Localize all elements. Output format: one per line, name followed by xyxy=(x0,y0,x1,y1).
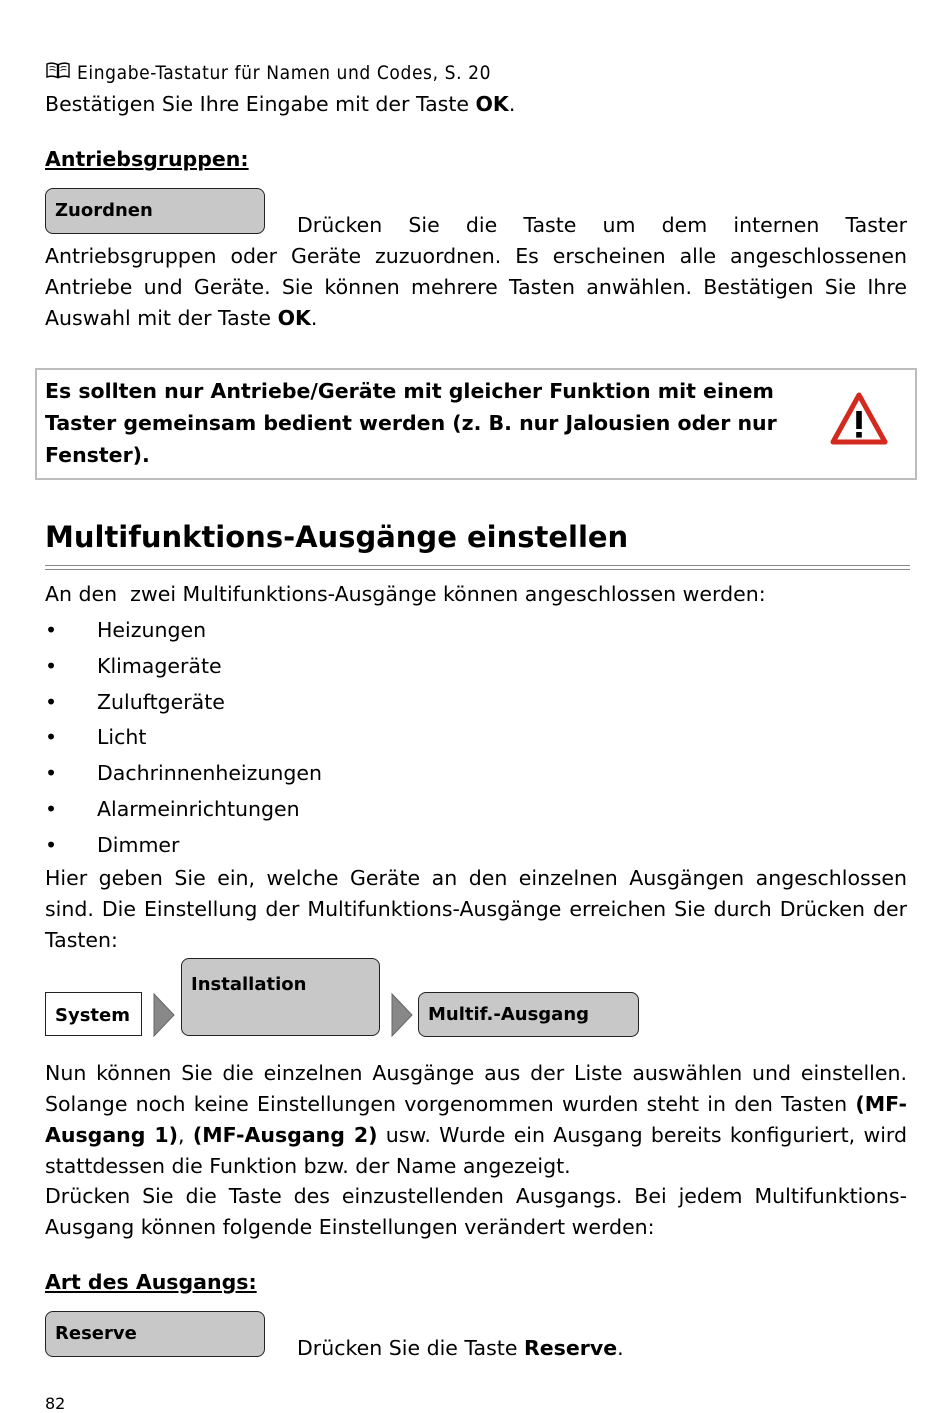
installation-button[interactable]: Installation xyxy=(181,958,380,1036)
list-item: • Licht xyxy=(45,725,147,750)
list-item: • Klimageräte xyxy=(45,653,222,678)
section-title: Multifunktions-Ausgänge einstellen xyxy=(45,520,629,554)
settings-paragraph: Drücken Sie die Taste des einzustellenden Ausgangs. Bei jedem Multifunktions-Ausgang können folgende Einstellungen verändert werden: xyxy=(45,1184,907,1239)
device-list xyxy=(45,614,322,865)
title-rule-top xyxy=(45,565,910,566)
warning-text: Es sollten nur Antriebe/Geräte mit gleicher Funktion mit einem Taster gemeinsam bedient werden (z. B. nur Jalousien oder nur Fenster). xyxy=(45,379,777,467)
art-heading: Art des Ausgangs: xyxy=(45,1270,257,1294)
arrow-right-icon xyxy=(391,993,413,1037)
confirm-text: Bestätigen Sie Ihre Eingabe mit der Taste OK. xyxy=(45,92,516,116)
book-icon xyxy=(45,60,71,85)
outputs-paragraph: Nun können Sie die einzelnen Ausgänge aus der Liste auswählen und einstellen. Solange noch keine Einstellungen vorgenommen wurden steht in den Tasten (MF-Ausgang 1), (MF-Ausgang 2) usw. Wurde ein Ausgang bereits konfiguriert, wird stattdessen die Funktion bzw. der Name angezeigt. xyxy=(45,1061,907,1178)
reference-text[interactable]: Eingabe-Tastatur für Namen und Codes, S. 20 xyxy=(77,61,492,84)
reference-line xyxy=(45,60,491,85)
zuordnen-button[interactable]: Zuordnen xyxy=(45,188,265,234)
antriebsgruppen-paragraph: Antriebsgruppen oder Geräte zuzuordnen. Es erscheinen alle angeschlossenen Antriebe und Geräte. Sie können mehrere Tasten anwählen. Bestätigen Sie Ihre Auswahl mit der Taste OK. xyxy=(45,244,907,330)
section-intro: An den zwei Multifunktions-Ausgänge können angeschlossen werden: xyxy=(45,582,766,606)
list-item: • Dachrinnenheizungen xyxy=(45,761,322,786)
warning-triangle-icon xyxy=(830,392,888,446)
multif-ausgang-button[interactable]: Multif.-Ausgang xyxy=(418,992,639,1037)
title-rule-bottom xyxy=(45,569,910,570)
antriebsgruppen-line1: Drücken Sie die Taste um dem internen Taster xyxy=(297,213,907,237)
warning-box xyxy=(35,368,917,480)
reserve-button[interactable]: Reserve xyxy=(45,1311,265,1357)
antriebsgruppen-heading: Antriebsgruppen: xyxy=(45,147,249,171)
arrow-right-icon xyxy=(153,993,175,1037)
page-number: 82 xyxy=(45,1394,66,1413)
selection-paragraph: Hier geben Sie ein, welche Geräte an den einzelnen Ausgängen angeschlossen sind. Die Einstellung der Multifunktions-Ausgänge erreichen Sie durch Drücken der Tasten: xyxy=(45,866,907,952)
list-item: • Dimmer xyxy=(45,832,180,857)
system-button[interactable]: System xyxy=(45,992,142,1036)
list-item: • Zuluftgeräte xyxy=(45,689,225,714)
reserve-text: Drücken Sie die Taste Reserve. xyxy=(297,1336,624,1360)
list-item: • Alarmeinrichtungen xyxy=(45,796,300,821)
list-item: • Heizungen xyxy=(45,618,207,642)
